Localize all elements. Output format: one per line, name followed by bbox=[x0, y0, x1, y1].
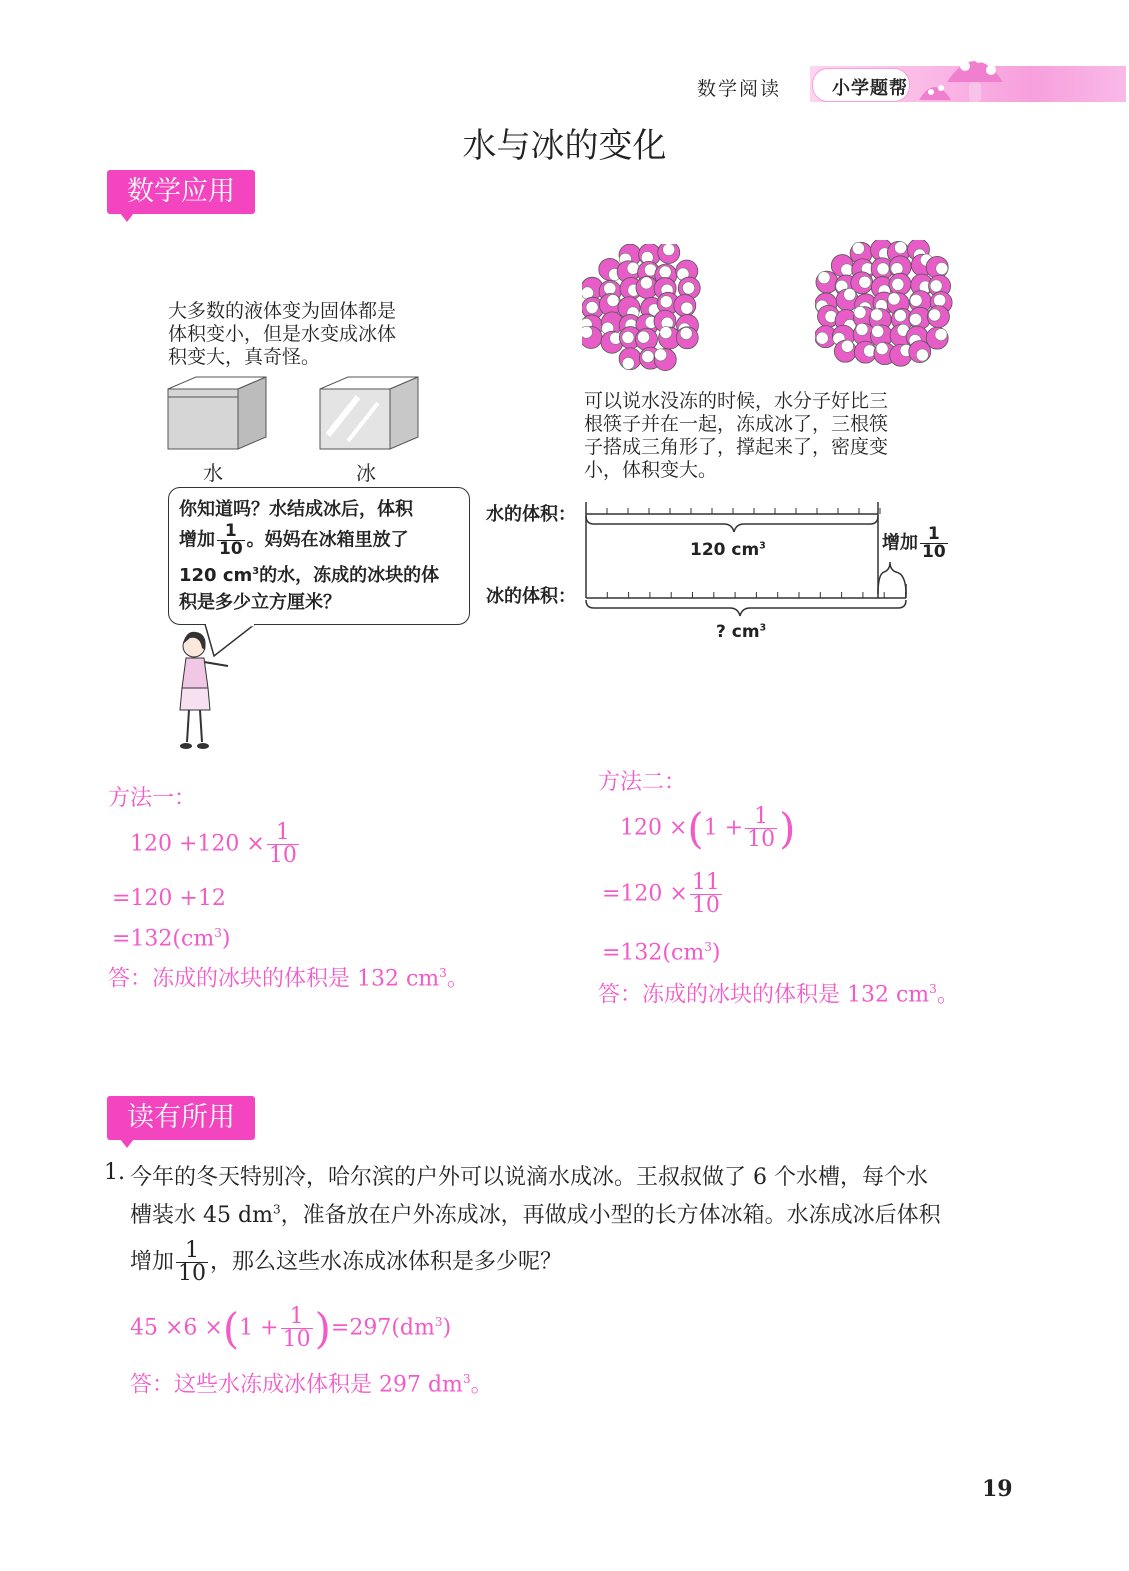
answer-text: 。 bbox=[446, 966, 469, 992]
method2-answer bbox=[598, 982, 959, 1009]
molecule-icon bbox=[831, 255, 853, 277]
equation-text: ) bbox=[711, 940, 721, 966]
page-number: 19 bbox=[982, 1476, 1013, 1502]
increase-text: 增加 bbox=[882, 532, 918, 554]
increase-brace bbox=[878, 562, 906, 594]
equation-text: 1 + bbox=[239, 1315, 279, 1341]
note-line: 可以说水没冻的时候，水分子好比三 bbox=[584, 390, 889, 412]
bubble-text: 的水，冻成的冰块的体 bbox=[259, 565, 440, 586]
fraction-numerator: 1 bbox=[281, 1306, 313, 1329]
fraction-denominator: 10 bbox=[268, 843, 297, 868]
girl-figure-icon bbox=[172, 628, 238, 752]
section-tab-application: 数学应用 bbox=[107, 170, 255, 214]
problem-number: 1. bbox=[104, 1160, 125, 1185]
equation-text: =297(dm bbox=[330, 1315, 435, 1341]
molecule-icon bbox=[658, 244, 680, 263]
brand-label: 小学题帮 bbox=[832, 78, 908, 99]
method1-line3 bbox=[112, 926, 231, 953]
left-paren: ( bbox=[687, 803, 704, 853]
answer-text: 答：这些水冻成冰体积是 297 dm bbox=[130, 1372, 463, 1398]
molecule-icon bbox=[816, 271, 838, 293]
answer-text: 答：冻成的冰块的体积是 132 cm bbox=[598, 982, 930, 1008]
molecule-icon bbox=[635, 328, 657, 350]
fraction-numerator: 11 bbox=[691, 870, 720, 895]
segment-diagram bbox=[584, 498, 914, 628]
method2-title: 方法二： bbox=[598, 770, 687, 795]
problem-text: 增加 bbox=[130, 1249, 175, 1275]
bubble-line bbox=[179, 523, 469, 558]
note-line: 体积变小，但是水变成冰体 bbox=[168, 323, 397, 345]
section-tab-tail bbox=[120, 1139, 134, 1148]
equation-text: ) bbox=[221, 926, 231, 952]
answer-text: 答：冻成的冰块的体积是 132 cm bbox=[108, 966, 440, 992]
section-tab-reading: 读有所用 bbox=[107, 1096, 255, 1140]
right-paren: ) bbox=[314, 1303, 331, 1353]
ice-volume-label: 冰的体积： bbox=[486, 586, 576, 607]
problem-solution bbox=[130, 1303, 452, 1353]
molecule-icon bbox=[654, 349, 676, 371]
note-line: 积变大，真奇怪。 bbox=[168, 346, 321, 368]
note-line: 小，体积变大。 bbox=[584, 459, 718, 481]
water-value bbox=[690, 540, 766, 560]
method2-line3 bbox=[602, 940, 721, 967]
superscript: 3 bbox=[252, 566, 260, 577]
right-note bbox=[584, 390, 888, 482]
note-line: 根筷子并在一起，冻成冰了，三根筷 bbox=[584, 413, 889, 435]
superscript: 3 bbox=[704, 940, 712, 954]
fraction bbox=[176, 1240, 208, 1285]
bubble-text: 120 cm bbox=[179, 565, 253, 586]
series-label: 数学阅读 bbox=[697, 78, 782, 100]
left-note bbox=[168, 300, 396, 369]
equation-text: 45 ×6 × bbox=[130, 1315, 223, 1341]
fraction-denominator: 10 bbox=[922, 542, 946, 562]
equation-text: =132(cm bbox=[112, 926, 215, 952]
method1-line1 bbox=[130, 822, 301, 867]
fraction-denominator: 10 bbox=[747, 827, 776, 852]
molecule-icon bbox=[889, 273, 911, 295]
fraction-denominator: 10 bbox=[219, 539, 243, 559]
equation-text: =120 × bbox=[602, 881, 688, 907]
ice-box-icon bbox=[318, 375, 420, 451]
molecule-icon bbox=[834, 340, 856, 362]
fraction bbox=[281, 1306, 313, 1351]
fraction bbox=[920, 526, 948, 561]
answer-text: 。 bbox=[470, 1372, 493, 1398]
water-brace bbox=[586, 516, 878, 532]
fraction-denominator: 10 bbox=[691, 893, 720, 918]
molecule-icon bbox=[890, 344, 912, 366]
superscript: 3 bbox=[434, 1315, 443, 1330]
ice-box-label: 冰 bbox=[356, 461, 376, 485]
bubble-text: 增加 bbox=[179, 529, 215, 551]
water-value-text: 120 cm bbox=[690, 540, 760, 560]
method1-answer bbox=[108, 966, 469, 993]
ice-brace bbox=[586, 600, 906, 616]
fraction-denominator: 10 bbox=[178, 1261, 207, 1286]
equation-text: 1 + bbox=[703, 815, 744, 841]
superscript: 3 bbox=[462, 1372, 471, 1386]
left-paren: ( bbox=[222, 1303, 240, 1353]
fraction-numerator: 1 bbox=[217, 523, 245, 541]
water-volume-label: 水的体积： bbox=[486, 504, 576, 525]
fraction bbox=[745, 806, 777, 851]
bubble-line: 积是多少立方厘米？ bbox=[179, 592, 341, 613]
problem-line1: 今年的冬天特别冷，哈尔滨的户外可以说滴水成冰。王叔叔做了 6 个水槽，每个水 bbox=[130, 1165, 928, 1190]
superscript: 3 bbox=[439, 966, 447, 980]
problem-answer bbox=[130, 1372, 493, 1399]
problem-line3 bbox=[130, 1240, 562, 1285]
fraction-numerator: 1 bbox=[267, 822, 299, 845]
method1-title: 方法一： bbox=[108, 786, 197, 811]
increase-label bbox=[882, 526, 950, 561]
mushroom-logo-icon bbox=[915, 40, 1005, 110]
fraction-numerator: 1 bbox=[176, 1240, 208, 1263]
molecule-icon bbox=[909, 341, 931, 363]
superscript: 3 bbox=[759, 622, 767, 634]
right-paren: ) bbox=[779, 803, 796, 853]
water-molecules-image bbox=[582, 244, 708, 372]
bubble-line: 你知道吗？水结成冰后，体积 bbox=[179, 499, 413, 520]
equation-text: ) bbox=[442, 1315, 452, 1341]
molecule-icon bbox=[582, 326, 602, 348]
ice-molecules-image bbox=[815, 240, 957, 372]
molecule-icon bbox=[676, 327, 698, 349]
fraction-denominator: 10 bbox=[282, 1327, 311, 1352]
section-tab-tail bbox=[120, 213, 134, 222]
superscript: 3 bbox=[759, 540, 766, 552]
bubble-text: 。妈妈在冰箱里放了 bbox=[246, 529, 409, 551]
water-box-icon bbox=[166, 375, 268, 451]
note-line: 子搭成三角形了，撑起来了，密度变 bbox=[584, 436, 889, 458]
method2-line2 bbox=[602, 872, 724, 917]
problem-text: 槽装水 45 dm bbox=[130, 1203, 273, 1228]
water-box-label: 水 bbox=[203, 461, 223, 485]
note-line: 大多数的液体变为固体都是 bbox=[168, 300, 397, 322]
fraction bbox=[217, 523, 245, 558]
fraction bbox=[267, 822, 299, 867]
equation-text: =132(cm bbox=[602, 940, 705, 966]
molecule-icon bbox=[927, 306, 949, 328]
equation-text: 120 × bbox=[620, 815, 688, 841]
method2-line1 bbox=[620, 803, 796, 853]
equation-text: 120 +120 × bbox=[130, 831, 265, 857]
problem-text: ，那么这些水冻成冰体积是多少呢？ bbox=[210, 1249, 563, 1275]
fraction-numerator: 1 bbox=[745, 806, 777, 829]
bubble-line bbox=[179, 558, 469, 589]
superscript: 3 bbox=[929, 982, 937, 996]
answer-text: 。 bbox=[936, 982, 959, 1008]
superscript: 3 bbox=[214, 926, 222, 940]
ice-value bbox=[716, 622, 766, 642]
speech-bubble bbox=[168, 487, 470, 625]
problem-line2 bbox=[130, 1198, 941, 1229]
molecule-icon bbox=[674, 295, 696, 317]
molecule-icon bbox=[619, 348, 641, 370]
fraction-numerator: 1 bbox=[920, 526, 948, 544]
superscript: 3 bbox=[272, 1202, 281, 1217]
ice-value-text: ? cm bbox=[716, 622, 760, 642]
molecule-icon bbox=[854, 341, 876, 363]
fraction bbox=[690, 872, 722, 917]
method1-line2: =120 +12 bbox=[112, 886, 226, 911]
problem-text: ，准备放在户外冻成冰，再做成小型的长方体冰箱。水冻成冰后体积 bbox=[280, 1203, 941, 1228]
page-title: 水与冰的变化 bbox=[462, 126, 667, 166]
